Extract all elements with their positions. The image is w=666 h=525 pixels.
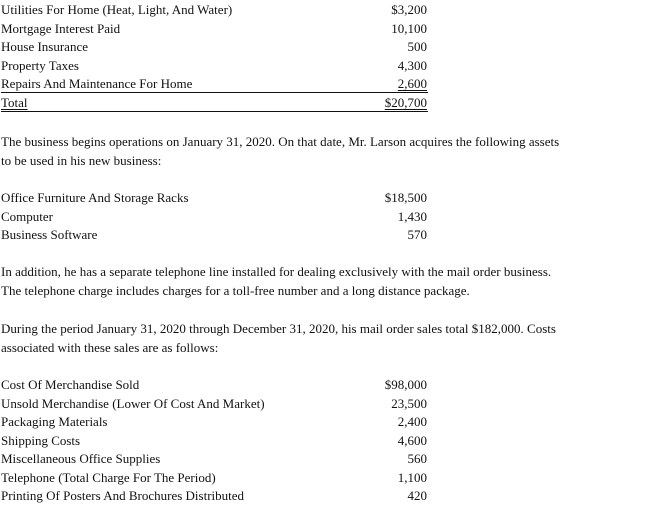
- table-row: [1, 450, 428, 469]
- row-amount: 1,100: [397, 469, 427, 485]
- row-label: House Insurance: [1, 39, 88, 54]
- table-row: [1, 189, 428, 208]
- row-amount: $18,500: [384, 190, 427, 205]
- row-amount: 420: [407, 488, 427, 503]
- table-row: [1, 208, 428, 227]
- row-amount: $98,000: [384, 377, 427, 392]
- table-row: [1, 38, 428, 57]
- row-label: Packaging Materials: [1, 414, 108, 429]
- row-amount: 10,100: [391, 20, 427, 36]
- table-row: [1, 469, 428, 488]
- table-row: [1, 487, 428, 506]
- paragraph-line: associated with these sales are as follows:: [1, 339, 219, 355]
- divider: [1, 111, 428, 112]
- row-amount: 2,400: [397, 414, 427, 429]
- table-row: [1, 75, 428, 94]
- row-amount: 2,600: [397, 76, 427, 91]
- table-row: [1, 20, 428, 39]
- row-label: Mortgage Interest Paid: [1, 20, 121, 36]
- row-label: Repairs And Maintenance For Home: [1, 76, 193, 91]
- total-label: Total: [1, 94, 28, 110]
- row-amount: 560: [407, 451, 427, 466]
- table-row: [1, 432, 428, 451]
- paragraph: [1, 263, 661, 300]
- row-amount: 4,600: [397, 432, 427, 448]
- sales-costs-table: [1, 376, 428, 506]
- row-amount: $3,200: [391, 2, 427, 17]
- row-label: Property Taxes: [1, 57, 79, 73]
- paragraph: [1, 320, 661, 357]
- row-label: Business Software: [1, 227, 98, 242]
- row-label: Office Furniture And Storage Racks: [1, 190, 189, 205]
- row-amount: 1,430: [397, 208, 427, 224]
- table-row: [1, 57, 428, 76]
- table-row: [1, 376, 428, 395]
- row-amount: 23,500: [391, 395, 427, 411]
- paragraph-line: The business begins operations on January 31, 2020. On that date, Mr. Larson acquires the following assets: [1, 134, 560, 149]
- row-label: Cost Of Merchandise Sold: [1, 377, 140, 392]
- row-label: Unsold Merchandise (Lower Of Cost And Market): [1, 395, 265, 411]
- row-amount: 500: [407, 39, 427, 54]
- row-label: Miscellaneous Office Supplies: [1, 451, 161, 466]
- table-row: [1, 226, 428, 245]
- table-row: [1, 1, 428, 20]
- row-label: Telephone (Total Charge For The Period): [1, 469, 216, 485]
- table-row: [1, 413, 428, 432]
- row-label: Printing Of Posters And Brochures Distributed: [1, 488, 245, 503]
- row-amount: 570: [407, 227, 427, 242]
- paragraph-line: In addition, he has a separate telephone line installed for dealing exclusively with the mail order business.: [1, 264, 552, 279]
- table-row: [1, 395, 428, 414]
- row-label: Utilities For Home (Heat, Light, And Water): [1, 2, 233, 17]
- row-label: Computer: [1, 208, 53, 224]
- paragraph: [1, 133, 661, 170]
- row-label: Shipping Costs: [1, 432, 81, 448]
- paragraph-line: to be used in his new business:: [1, 152, 162, 168]
- assets-table: [1, 189, 428, 245]
- total-row: [1, 94, 428, 113]
- row-amount: 4,300: [397, 57, 427, 73]
- paragraph-line: During the period January 31, 2020 through December 31, 2020, his mail order sales total $182,000. Costs: [1, 321, 556, 336]
- home-costs-table: [1, 1, 428, 112]
- paragraph-line: The telephone charge includes charges for a toll-free number and a long distance package.: [1, 282, 470, 298]
- total-amount: $20,700: [384, 94, 427, 110]
